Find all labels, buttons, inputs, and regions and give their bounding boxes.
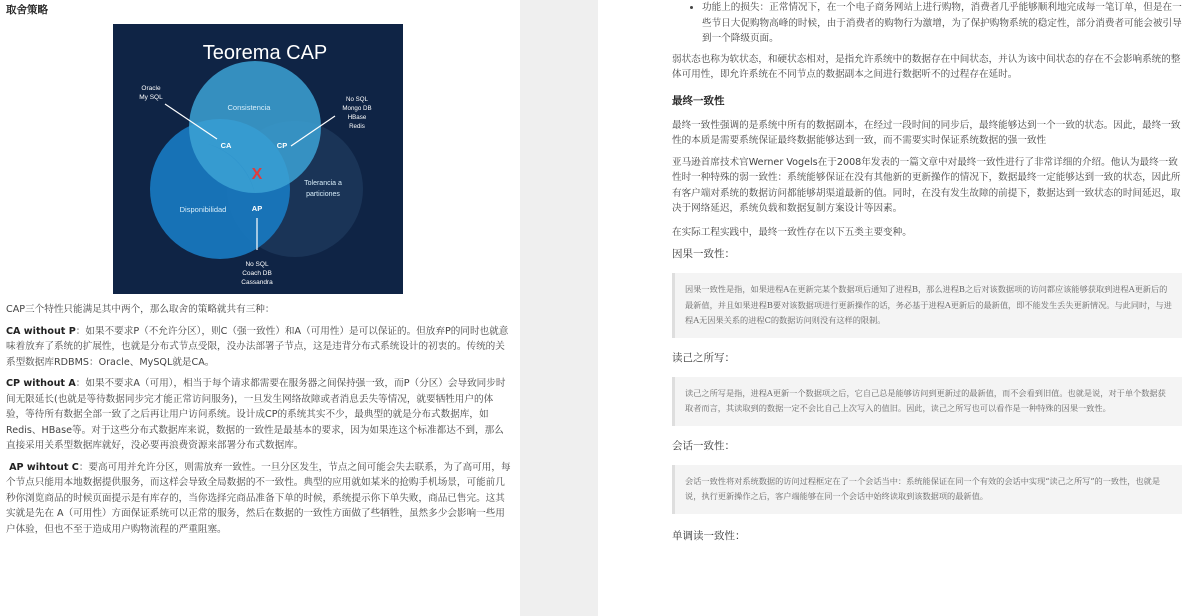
cp-label: CP bbox=[276, 141, 288, 150]
ap-example-3: Cassandra bbox=[241, 279, 273, 286]
causal-consistency-quote: 因果一致性是指，如果进程A在更新完某个数据项后通知了进程B，那么进程B之后对该数据项的访问都应该能够获取到进程A更新后的最新值，并且如果进程B要对该数据项进行更新操作的话，务必基于进程A更新后的最新值，即不能发生丢失更新情况。与此同时，与进程A无因果关系的进程C的数据访问则没有这样的限制。 bbox=[672, 273, 1182, 338]
page-gutter bbox=[520, 0, 598, 616]
ap-example-1: No SQL bbox=[245, 261, 269, 268]
causal-consistency-label: 因果一致性： bbox=[672, 248, 735, 260]
consistency-label: Consistencia bbox=[227, 103, 271, 112]
cp-text: ：如果不要求A（可用），相当于每个请求都需要在服务器之间保持强一致，而P（分区）会导致同步时间无限延长(也就是等待数据同步完才能正常访问服务)，一旦发生网络故障或者消息丢失等情况，就要牺牲用户的体验，等待所有数据全部一致了之后再让用户访问系统。设计成CP的系统其实不少，最典型的就是分布式数据库，如Redis、HBase等。对于这些分布式数据库来说，数据的一致性是最基本的要求，因为如果连这个标准都达不到，那么直接采用关系型数据库就好，没必要再浪费资源来部署分布式数据库。 bbox=[6, 378, 506, 451]
eventual-consistency-heading: 最终一致性 bbox=[672, 94, 725, 107]
cp-label-text: CP without A bbox=[6, 378, 76, 389]
variants-intro: 在实际工程实践中，最终一致性存在以下五类主要变种。 bbox=[672, 226, 912, 238]
availability-label: Disponibilidad bbox=[179, 205, 227, 214]
ca-label-text: CA without P bbox=[6, 325, 76, 337]
left-body bbox=[6, 302, 511, 543]
ap-paragraph bbox=[6, 460, 511, 538]
ap-label: AP bbox=[251, 204, 263, 213]
eventual-paragraph-2: 亚马逊首席技术官Werner Vogels在于2008年发表的一篇文章中对最终一致性进行了非常详细的介绍。他认为最终一致性时一种特殊的弱一致性：系统能够保证在没有其他新的更新操作的情况下，数据最终一定能够达到一致的状态，因此所有客户端对系统的数据访问都能够胡渠道最新的值。同时，在没有发生故障的前提下，数据达到一致状态的时间延迟，取决于网络延迟，系统负载和数据复制方案设计等因素。 bbox=[672, 156, 1181, 214]
ca-example-1: Oracle bbox=[141, 85, 161, 92]
cap-theorem-figure bbox=[113, 24, 403, 294]
list-item: • 功能上的损失：正常情况下，在一个电子商务网站上进行购物，消费者几乎能够顺利地完成每一笔订单，但是在一些节日大促购物高峰的时候，由于消费者的购物行为激增，为了保护购物系统的稳定性，部分消费者可能会被引导到一个降级页面。 bbox=[702, 0, 1182, 47]
partition-label-line1: Tolerancia a bbox=[304, 180, 342, 187]
ca-label: CA bbox=[220, 141, 232, 150]
right-body bbox=[672, 0, 1182, 543]
session-consistency-label: 会话一致性： bbox=[672, 439, 735, 452]
partition-label-line2: particiones bbox=[306, 191, 340, 198]
cp-example-3: HBase bbox=[347, 114, 367, 121]
x-mark: X bbox=[251, 166, 263, 183]
ap-example-2: Coach DB bbox=[242, 270, 272, 277]
ca-paragraph bbox=[6, 324, 511, 371]
cp-example-2: Mongo DB bbox=[342, 105, 372, 112]
cap-intro: CAP三个特性只能满足其中两个，那么取舍的策略就共有三种： bbox=[6, 304, 275, 315]
read-your-writes-quote: 读己之所写是指，进程A更新一个数据项之后，它自己总是能够访问到更新过的最新值，而不会看到旧值。也就是说，对于单个数据获取者而言，其读取到的数据一定不会比自己上次写入的值旧。因此，读己之所写也可以看作是一种特殊的因果一致性。 bbox=[672, 377, 1182, 426]
left-page bbox=[0, 0, 520, 616]
eventual-paragraph-1: 最终一致性强调的是系统中所有的数据副本，在经过一段时间的同步后，最终能够达到一个一致的状态。因此，最终一致性的本质是需要系统保证最终数据能够达到一致，而不需要实时保证系统数据的强一致性 bbox=[672, 119, 1181, 146]
ca-text: ：如果不要求P（不允许分区），则C（强一致性）和A（可用性）是可以保证的。但放弃P的同时也就意味着放弃了系统的扩展性，也就是分布式节点受限，没办法部署子节点，这是违背分布式系统设计的初衷的。传统的关系型数据库RDBMS：Oracle、MySQL就是CA。 bbox=[6, 325, 509, 368]
section-heading-tradeoff: 取舍策略 bbox=[6, 4, 48, 16]
cp-example-4: Redis bbox=[349, 123, 365, 130]
cp-example-1: No SQL bbox=[345, 96, 369, 103]
read-your-writes-label: 读己之所写： bbox=[672, 351, 735, 364]
ap-text: ：要高可用并允许分区，则需放弃一致性。一旦分区发生，节点之间可能会失去联系，为了高可用，每个节点只能用本地数据提供服务，而这样会导致全局数据的不一致性。典型的应用就如某米的抢购手机场景，可能前几秒你浏览商品的时候页面提示是有库存的，当你选择完商品准备下单的时候，系统提示你下单失败，商品已售完。这其实就是先在 A（可用性）方面保证系统可以正常的服务，然后在数据的一致性方面做了些牺牲，虽然多少会影响一些用户体验，但也不至于造成用户购物流程的严重阻塞。 bbox=[6, 461, 511, 535]
monotonic-read-label: 单调读一致性： bbox=[672, 529, 746, 542]
session-consistency-quote: 会话一致性将对系统数据的访问过程框定在了一个会话当中：系统能保证在同一个有效的会话中实现“读己之所写”的一致性，也就是说，执行更新操作之后，客户端能够在同一个会话中始终读取到该数据项的最新值。 bbox=[672, 465, 1182, 514]
ca-example-2: My SQL bbox=[139, 94, 163, 101]
right-page bbox=[598, 0, 1186, 616]
ap-label-text: AP wihtout C bbox=[9, 461, 79, 473]
cp-paragraph bbox=[6, 376, 511, 454]
soft-state-paragraph: 弱状态也称为软状态，和硬状态相对，是指允许系统中的数据存在中间状态，并认为该中间状态的存在不会影响系统的整体可用性，即允许系统在不同节点的数据副本之间进行数据听不的过程存在延时。 bbox=[672, 53, 1181, 80]
degradation-list bbox=[686, 0, 1182, 47]
figure-title: Teorema CAP bbox=[202, 42, 328, 64]
